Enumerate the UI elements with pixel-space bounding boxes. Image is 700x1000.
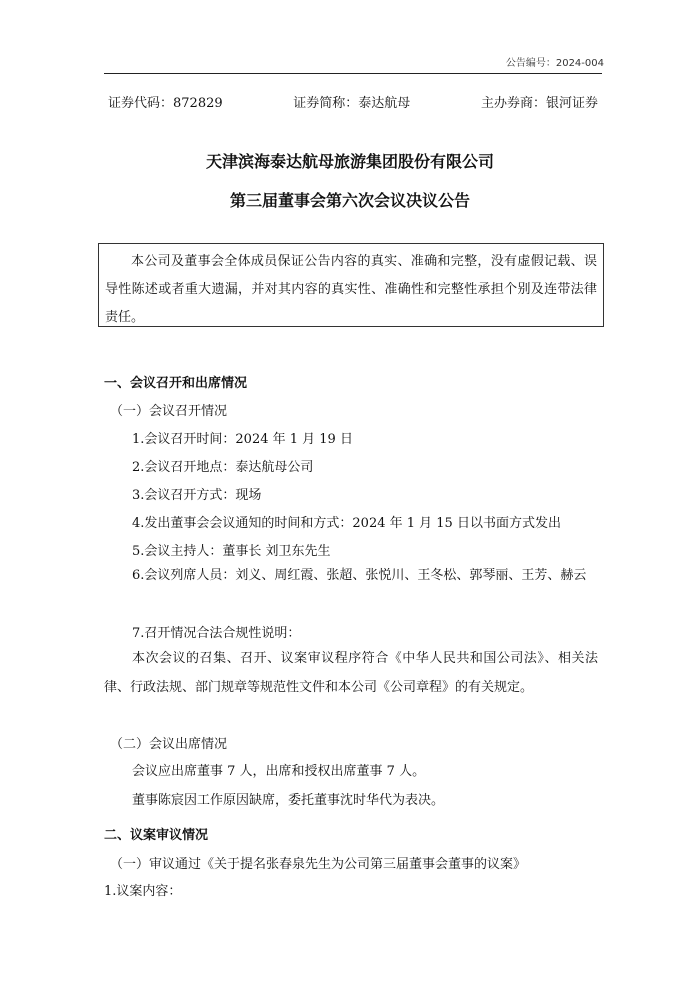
meeting-attendees: 6.会议列席人员：刘义、周红霞、张超、张悦川、王冬松、郭琴丽、王芳、赫云 xyxy=(132,568,587,583)
meeting-item-method: 3.会议召开方式：现场 xyxy=(132,488,262,503)
security-code: 证券代码：872829 xyxy=(108,96,223,111)
meeting-item-location: 2.会议召开地点：泰达航母公司 xyxy=(132,460,314,475)
meeting-item-host: 5.会议主持人：董事长 刘卫东先生 xyxy=(132,544,331,559)
header-divider xyxy=(104,73,602,74)
compliance-text: 本次会议的召集、召开、议案审议程序符合《中华人民共和国公司法》、相关法律、行政法规、部门规章等规范性文件和本公司《公司章程》的有关规定。 xyxy=(104,651,598,695)
section2-sub1: （一）审议通过《关于提名张春泉先生为公司第三届董事会董事的议案》 xyxy=(110,857,527,872)
proposal-content-label: 1.议案内容： xyxy=(104,884,182,899)
section1-heading: 一、会议召开和出席情况 xyxy=(104,376,248,391)
section1-sub2: （二）会议出席情况 xyxy=(110,737,228,752)
notice-title: 第三届董事会第六次会议决议公告 xyxy=(229,191,470,210)
attendance-line-2: 董事陈宸因工作原因缺席，委托董事沈时华代为表决。 xyxy=(132,793,445,808)
disclaimer-box: 本公司及董事会全体成员保证公告内容的真实、准确和完整，没有虚假记载、误导性陈述或者重大遗漏，并对其内容的真实性、准确性和完整性承担个别及连带法律责任。 xyxy=(98,243,604,327)
section2-heading: 二、议案审议情况 xyxy=(104,828,209,843)
meeting-item-notice: 4.发出董事会会议通知的时间和方式：2024 年 1 月 15 日以书面方式发出 xyxy=(132,516,561,531)
security-short-name: 证券简称：泰达航母 xyxy=(293,96,411,111)
section1-sub1: （一）会议召开情况 xyxy=(110,404,228,419)
meeting-item-time: 1.会议召开时间：2024 年 1 月 19 日 xyxy=(132,432,353,447)
attendance-line-1: 会议应出席董事 7 人，出席和授权出席董事 7 人。 xyxy=(132,764,426,779)
company-title: 天津滨海泰达航母旅游集团股份有限公司 xyxy=(205,152,494,171)
sponsor-broker: 主办券商：银河证券 xyxy=(480,96,598,111)
notice-number: 公告编号：2024-004 xyxy=(505,58,604,69)
compliance-heading: 7.召开情况合法合规性说明： xyxy=(132,626,301,641)
security-info-row xyxy=(108,92,598,111)
